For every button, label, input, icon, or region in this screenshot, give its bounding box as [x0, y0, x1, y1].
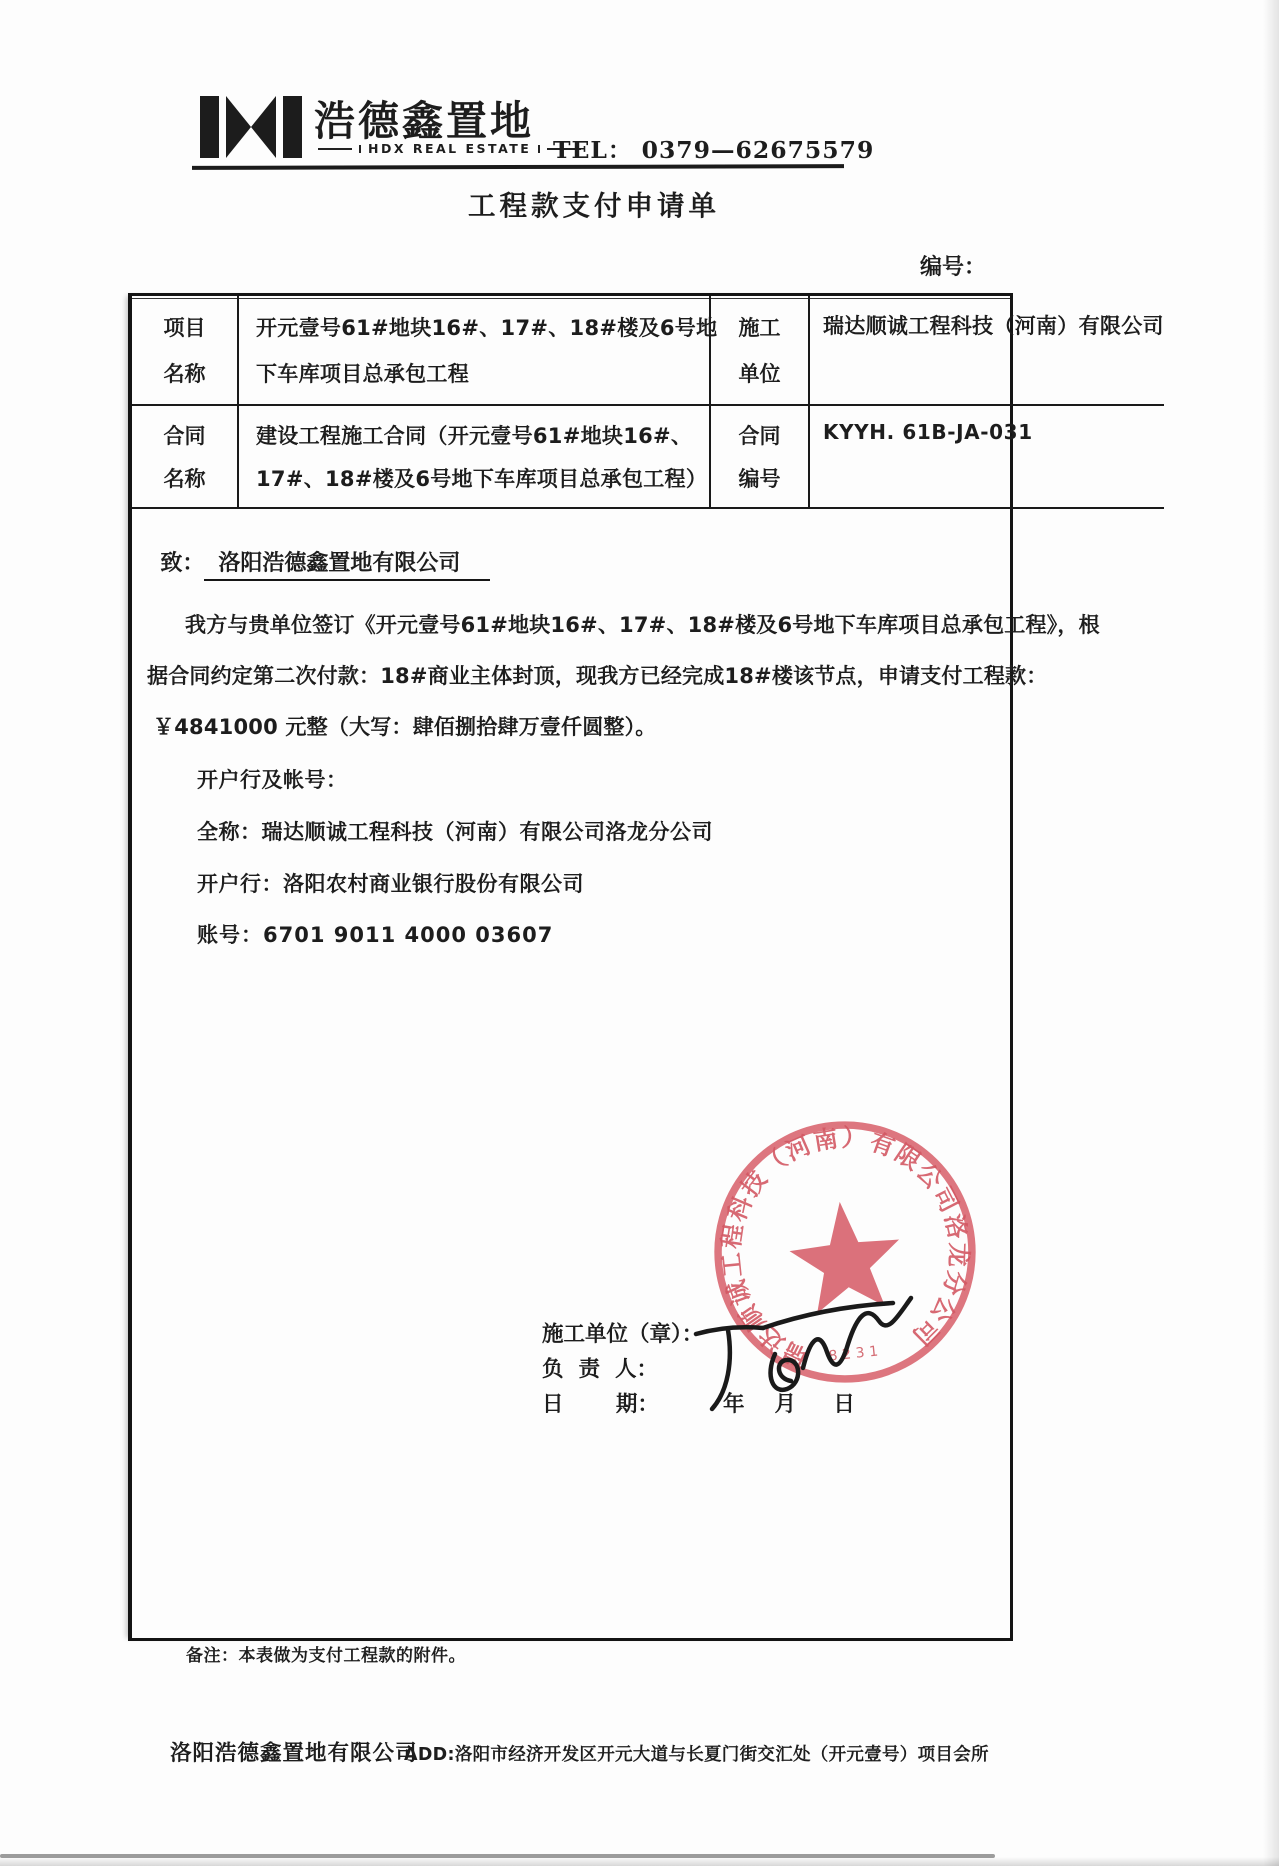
table-value-project-name	[239, 296, 718, 406]
bank-account-fullname: 全称：瑞达顺诚工程科技（河南）有限公司洛龙分公司	[197, 820, 713, 844]
signature-date-placeholder: 年 月 日	[723, 1392, 855, 1417]
phone-number: TEL： 0379—62675579	[553, 136, 875, 164]
table-label-text: 名称	[163, 362, 206, 386]
body-paragraph-line1: 我方与贵单位签订《开元壹号61#地块16#、17#、18#楼及6号地下车库项目总承包工程》，根	[185, 613, 1100, 637]
table-label-contract-no	[711, 406, 810, 509]
table-label-contract-name	[132, 406, 239, 509]
company-logo-subtitle	[318, 141, 581, 156]
table-value-contract-no	[810, 406, 1164, 509]
form-border-box	[128, 293, 1164, 1641]
recipient-name: 洛阳浩德鑫置地有限公司	[204, 551, 490, 581]
scan-artifact-line	[0, 1854, 995, 1858]
table-label-text: 单位	[738, 362, 781, 386]
footer-company-name: 洛阳浩德鑫置地有限公司	[170, 1741, 418, 1766]
table-value-text: KYYH. 61B-JA-031	[823, 420, 1033, 444]
signature-person-label: 负 责 人：	[542, 1357, 658, 1382]
table-label-text: 项目	[163, 316, 206, 340]
scan-edge-shadow-bottom	[0, 1857, 1279, 1866]
table-label-text: 合同	[163, 423, 206, 448]
bank-section-heading: 开户行及帐号：	[197, 768, 348, 792]
recipient-line	[145, 521, 490, 577]
table-value-text: 17#、18#楼及6号地下车库项目总承包工程）	[256, 467, 708, 492]
footer-address: ADD:洛阳市经济开发区开元大道与长夏门街交汇处（开元壹号）项目会所	[404, 1745, 989, 1765]
table-value-text: 下车库项目总承包工程	[256, 362, 469, 386]
body-paragraph-line3: ￥4841000 元整（大写：肆佰捌拾肆万壹仟圆整）。	[153, 715, 657, 739]
table-value-text: 瑞达顺诚工程科技（河南）有限公司	[823, 314, 1164, 338]
logo-dash-left	[318, 148, 352, 150]
logo-subtitle-text: HDX REAL ESTATE	[368, 141, 532, 156]
handwritten-signature	[683, 1276, 915, 1428]
header-divider	[192, 164, 844, 169]
table-value-contractor	[810, 296, 1164, 406]
signature-date-label: 日 期：	[542, 1392, 659, 1417]
signature-unit-label: 施工单位（章）：	[542, 1322, 704, 1347]
stamp-ring-text: 瑞达顺诚工程科技（河南）有限公司洛龙分公司	[715, 1122, 974, 1374]
document-title: 工程款支付申请单	[468, 190, 720, 222]
table-label-text: 编号	[738, 467, 781, 492]
table-label-project-name	[132, 296, 239, 406]
table-label-text: 合同	[738, 423, 781, 448]
bank-name-line: 开户行：洛阳农村商业银行股份有限公司	[197, 872, 584, 896]
table-value-contract-name	[239, 406, 711, 509]
company-logo-text: 浩德鑫置地	[314, 97, 534, 145]
scan-edge-shadow-right	[1263, 0, 1279, 1866]
logo-tick-left	[359, 145, 361, 153]
recipient-label: 致：	[160, 551, 205, 576]
table-label-contractor	[711, 296, 810, 406]
table-value-text: 建设工程施工合同（开元壹号61#地块16#、	[256, 423, 693, 448]
bank-account-number: 账号：6701 9011 4000 03607	[197, 923, 554, 947]
company-logo-icon	[200, 96, 302, 158]
footnote: 备注：本表做为支付工程款的附件。	[186, 1646, 466, 1666]
body-paragraph-line2: 据合同约定第二次付款：18#商业主体封顶，现我方已经完成18#楼该节点，申请支付工程款：	[147, 664, 1048, 688]
project-info-table	[132, 296, 1164, 509]
logo-tick-right	[538, 145, 540, 153]
table-value-text: 开元壹号61#地块16#、17#、18#楼及6号地	[256, 316, 718, 340]
stamp-serial-number: 8231	[827, 1343, 884, 1365]
table-label-text: 名称	[163, 467, 206, 492]
document-number-label: 编号：	[920, 255, 987, 280]
table-label-text: 施工	[738, 316, 781, 340]
